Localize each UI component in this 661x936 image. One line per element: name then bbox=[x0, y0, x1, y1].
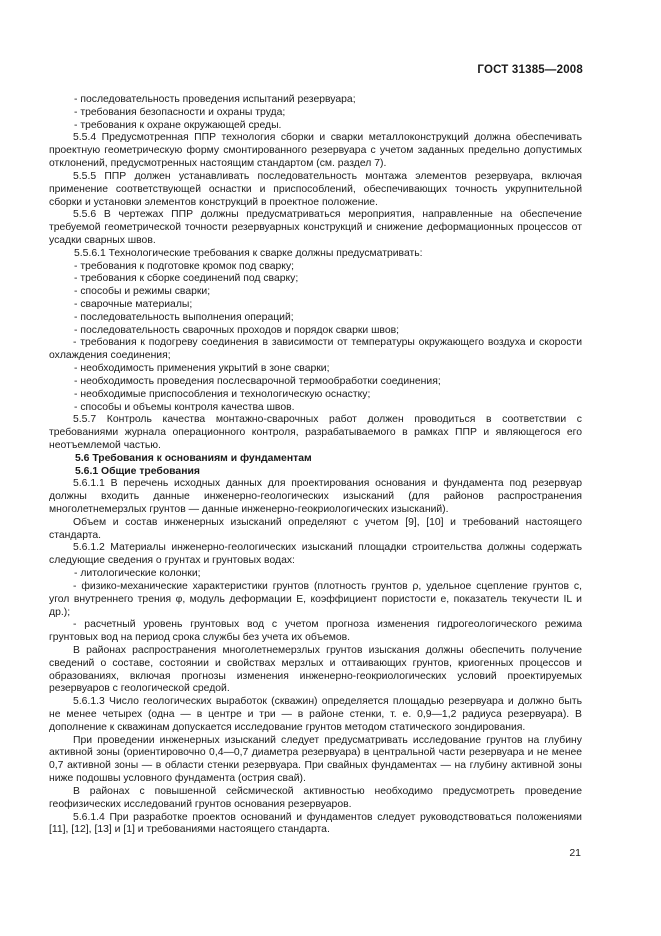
list-item: - сварочные материалы; bbox=[74, 299, 193, 310]
page-number: 21 bbox=[569, 847, 581, 859]
paragraph-5-5-7: 5.5.7 Контроль качества монтажно-сварочных работ должен проводиться в соответствии с требованиями журнала операционного контроля, разрабатываемого в рамках ППР и являющегося его неотъемлемой частью. bbox=[49, 414, 582, 451]
list-item: - требования к охране окружающей среды. bbox=[74, 119, 282, 131]
paragraph-5-6-1-3: 5.6.1.3 Число геологических выработок (скважин) определяется площадью резервуара и должно быть не менее четырех (одна — в центре и три — в районе стенки, т. е. 0,9—1,2 радиуса резервуара). В дополнение к скважинам допускается исследование грунтов методом статического зондирования. bbox=[49, 696, 582, 733]
paragraph: В районах распространения многолетнемерзлых грунтов изыскания должны обеспечить получение сведений о составе, состоянии и свойствах мерзлых и оттаивающих грунтов, криогенных процессов и образованиях, включая прогнозы изменения инженерно-геокриологических условий проектируемых резервуаров с геологической средой. bbox=[49, 644, 582, 695]
list-item: - способы и режимы сварки; bbox=[74, 286, 211, 298]
paragraph: Объем и состав инженерных изысканий определяют с учетом [9], [10] и требований настоящего стандарта. bbox=[49, 516, 582, 541]
paragraph-5-5-6: 5.5.6 В чертежах ППР должны предусматриваться мероприятия, направленные на обеспечение требуемой геометрической точности резервуарных конструкций и снижение деформационных процессов от усадки сварных швов. bbox=[49, 209, 582, 246]
paragraph-5-6-1-4: 5.6.1.4 При разработке проектов оснований и фундаментов следует руководствоваться положениями [11], [12], [13] и [1] и требованиями настоящего стандарта. bbox=[49, 811, 582, 836]
list-item: - требования к сборке соединений под сварку; bbox=[74, 273, 299, 285]
paragraph-5-6-1-2: 5.6.1.2 Материалы инженерно-геологических изысканий площадки строительства должны содержать следующие сведения о грунтах и грунтовых водах: bbox=[49, 542, 582, 567]
list-item: - способы и объемы контроля качества швов. bbox=[74, 401, 295, 413]
paragraph-5-6-1-1: 5.6.1.1 В перечень исходных данных для проектирования основания и фундамента под резервуар должны входить данные инженерно-геологических изысканий (для районов распространения многолетнемерзлых грунтов — данные инженерно-геокриологических изысканий). bbox=[49, 478, 582, 515]
list-item: - необходимость применения укрытий в зоне сварки; bbox=[74, 363, 330, 375]
list-item: - последовательность проведения испытаний резервуара; bbox=[74, 94, 356, 105]
document-code: ГОСТ 31385—2008 bbox=[477, 64, 583, 76]
list-item: - требования к подготовке кромок под сварку; bbox=[74, 260, 295, 272]
paragraph: В районах с повышенной сейсмической активностью необходимо предусмотреть проведение геофизических исследований грунтов основания резервуаров. bbox=[49, 785, 582, 810]
page-body bbox=[49, 94, 582, 837]
paragraph-5-5-6-1: 5.5.6.1 Технологические требования к сварке должны предусматривать: bbox=[74, 247, 423, 259]
paragraph-5-5-4: 5.5.4 Предусмотренная ППР технология сборки и сварки металлоконструкций должна обеспечивать проектную геометрическую форму смонтированного резервуара с учетом заданных предельно допустимых отклонений, предусмотренных настоящим стандартом (см. раздел 7). bbox=[49, 132, 582, 170]
list-item: - необходимые приспособления и технологическую оснастку; bbox=[74, 388, 371, 400]
list-item: - расчетный уровень грунтовых вод с учетом прогноза изменения гидрогеологического режима грунтовых вод на период срока службы без учета их объемов. bbox=[49, 619, 582, 644]
list-item: - последовательность выполнения операций; bbox=[74, 311, 294, 323]
list-item: - последовательность сварочных проходов и порядок сварки швов; bbox=[74, 324, 400, 336]
list-item: - необходимость проведения послесварочной термообработки соединения; bbox=[74, 375, 441, 387]
paragraph: При проведении инженерных изысканий следует предусматривать исследование грунтов на глубину активной зоны (ориентировочно 0,4—0,7 диаметра резервуара) в центральной части резервуара и не менее 0,7 активной зоны — в области стенки резервуара. При свайных фундаментах — на глубину активной зоны ниже подошвы условного фундамента (острия свай). bbox=[49, 734, 582, 785]
subsection-heading: 5.6.1 Общие требования bbox=[75, 465, 200, 477]
list-item: - литологические колонки; bbox=[74, 568, 201, 580]
list-item: - требования безопасности и охраны труда; bbox=[74, 106, 286, 118]
list-item: - физико-механические характеристики грунтов (плотность грунтов ρ, удельное сцепление грунтов c, угол внутреннего трения φ, модуль деформации E, коэффициент пористости e, показатель текучести IL и др.); bbox=[49, 580, 582, 618]
list-item: - требования к подогреву соединения в зависимости от температуры окружающего воздуха и скорости охлаждения соединения; bbox=[49, 337, 582, 362]
paragraph-5-5-5: 5.5.5 ППР должен устанавливать последовательность монтажа элементов резервуара, включая применение соответствующей оснастки и приспособлений, обеспечивающих точность укрупнительной сборки и установки элементов конструкций в проектное положение. bbox=[49, 170, 582, 208]
section-heading: 5.6 Требования к основаниям и фундаментам bbox=[75, 452, 312, 464]
